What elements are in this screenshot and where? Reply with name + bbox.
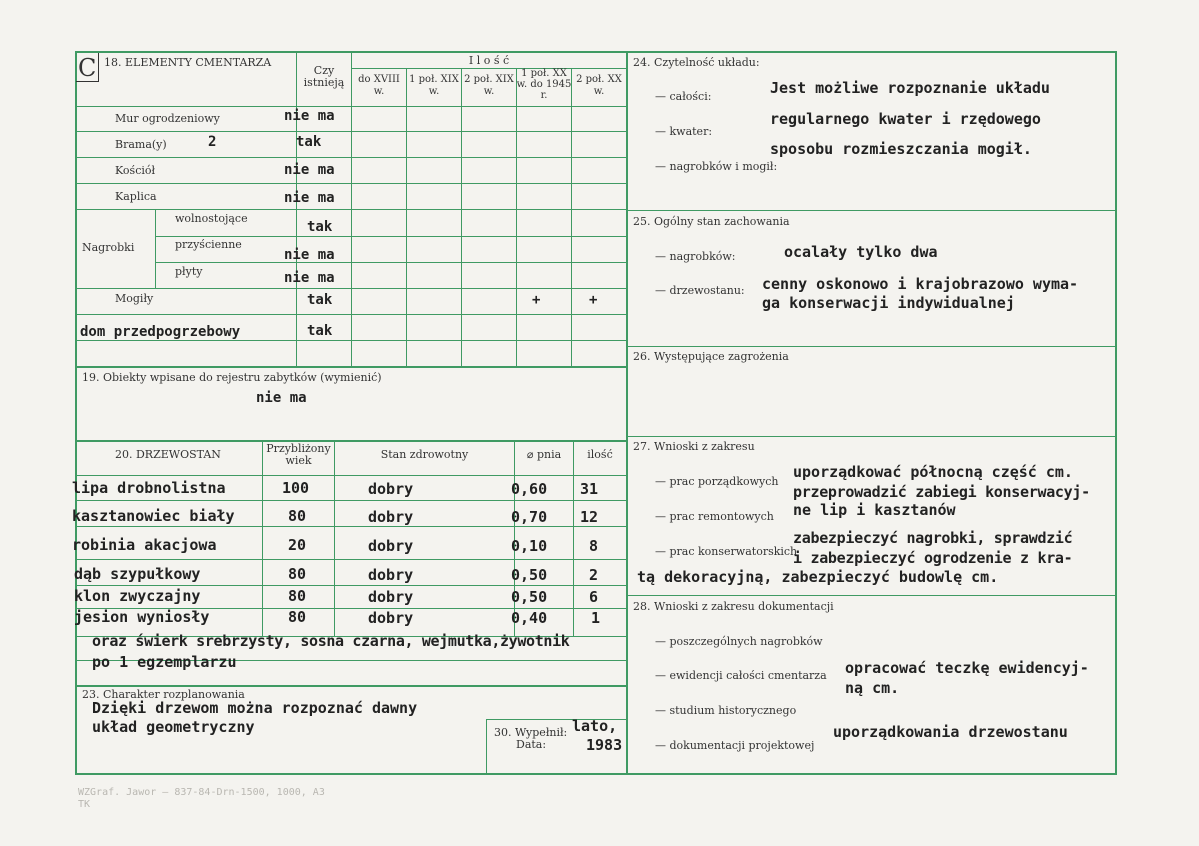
section-19-value: nie ma (256, 390, 307, 406)
dok-projektowej-label: — dokumentacji projektowej (655, 739, 815, 752)
section-27-line-1: uporządkować północną część cm. (793, 463, 1073, 481)
row-exists-mur: nie ma (284, 108, 335, 124)
row-exists-kosciol: nie ma (284, 162, 335, 178)
section-23-title: 23. Charakter rozplanowania (82, 688, 245, 701)
dok-ewidencji-line-2: ną cm. (845, 679, 900, 697)
section-24-line-2: regularnego kwater i rzędowego (770, 110, 1041, 128)
section-27-line-5: i zabezpieczyć ogrodzenie z kra- (793, 549, 1073, 567)
tree-qty: 8 (589, 537, 599, 555)
dok-projektowej-value: uporządkowania drzewostanu (833, 723, 1068, 741)
stan-drzewostanu-line-1: cenny oskonowo i krajobrazowo wyma- (762, 275, 1079, 293)
tree-name: klon zwyczajny (74, 587, 201, 605)
prace-konserwatorskie-label: — prac konserwatorskich (655, 545, 798, 558)
filled-by-label: 30. Wypełnił: (494, 726, 568, 739)
date-value: 1983 (586, 736, 623, 754)
tree-diam: 0,70 (511, 508, 548, 526)
period-header-4: 1 poł. XX w. do 1945 r. (516, 68, 572, 101)
diam-header: ⌀ pnia (526, 448, 562, 461)
row-label-mogily: Mogiły (115, 292, 154, 305)
filled-by-value: lato, (572, 717, 618, 735)
tree-name: kasztanowiec biały (72, 507, 235, 525)
prace-porzadkowe-label: — prac porządkowych (655, 475, 779, 488)
section-18-title: 18. ELEMENTY CMENTARZA (104, 56, 272, 69)
nagrobki-label: Nagrobki (82, 241, 135, 254)
tree-diam: 0,60 (511, 480, 548, 498)
health-header: Stan zdrowotny (380, 448, 469, 461)
printer-footer-line-1: WZGraf. Jawor — 837-84-Drn-1500, 1000, A3 (78, 787, 325, 798)
row-count-brama: 2 (208, 134, 217, 150)
section-27-line-3: ne lip i kasztanów (793, 501, 956, 519)
tree-name: jesion wyniosły (74, 608, 210, 626)
section-19-title: 19. Obiekty wpisane do rejestru zabytków (wymienić) (82, 371, 382, 384)
period-header-2: 1 poł. XIX w. (409, 74, 459, 97)
tree-qty: 12 (580, 508, 599, 526)
tree-age: 80 (288, 507, 307, 525)
dok-studium-label: — studium historycznego (655, 704, 797, 717)
tree-diam: 0,10 (511, 537, 548, 555)
tree-name: dąb szypułkowy (74, 565, 201, 583)
trees-note-line-1: oraz świerk srebrzysty, sosna czarna, wejmutka,żywotnik (92, 632, 570, 650)
tree-age: 20 (288, 536, 307, 554)
ilosc-header: I l o ś ć (468, 54, 510, 67)
row-exists-dom: tak (307, 323, 333, 339)
row-label-mur: Mur ogrodzeniowy (115, 112, 220, 125)
stan-nagrobkow-value: ocalały tylko dwa (784, 243, 938, 261)
section-20-title: 20. DRZEWOSTAN (115, 448, 221, 461)
tree-qty: 1 (591, 609, 601, 627)
tree-health: dobry (368, 537, 414, 555)
section-24-line-3: sposobu rozmieszczania mogił. (770, 140, 1032, 158)
row-mogily-period-5: + (589, 292, 598, 308)
section-23-line-1: Dzięki drzewom można rozpoznać dawny (92, 699, 418, 717)
section-24-title: 24. Czytelność układu: (633, 56, 760, 69)
tree-qty: 2 (589, 566, 599, 584)
tree-health: dobry (368, 609, 414, 627)
row-exists-przyscienne: nie ma (284, 247, 335, 263)
section-letter: C (78, 54, 97, 82)
section-27-line-6: tą dekoracyjną, zabezpieczyć budowlę cm. (637, 568, 999, 586)
tree-age: 80 (288, 565, 307, 583)
section-23-line-2: układ geometryczny (92, 718, 255, 736)
section-24-line-1: Jest możliwe rozpoznanie układu (770, 79, 1050, 97)
section-26-title: 26. Występujące zagrożenia (633, 350, 789, 363)
tree-name: robinia akacjowa (72, 536, 217, 554)
tree-age: 100 (282, 479, 310, 497)
tree-health: dobry (368, 508, 414, 526)
czytelnosc-nagrobkow: — nagrobków i mogił: (655, 160, 778, 173)
section-27-title: 27. Wnioski z zakresu (633, 440, 755, 453)
dok-nagrobkow-label: — poszczególnych nagrobków (655, 635, 823, 648)
printer-footer-line-2: TK (78, 799, 91, 810)
czytelnosc-kwater: — kwater: (655, 125, 713, 138)
dok-ewidencji-label: — ewidencji całości cmentarza (655, 669, 827, 682)
tree-diam: 0,50 (511, 588, 548, 606)
row-label-kosciol: Kościół (115, 164, 156, 177)
section-28-title: 28. Wnioski z zakresu dokumentacji (633, 600, 834, 613)
period-header-5: 2 poł. XX w. (576, 74, 622, 97)
stan-nagrobkow-label: — nagrobków: (655, 250, 736, 263)
row-exists-plyty: nie ma (284, 270, 335, 286)
row-label-przyscienne: przyścienne (175, 238, 242, 251)
section-27-line-2: przeprowadzić zabiegi konserwacyj- (793, 483, 1090, 501)
row-exists-brama: tak (296, 134, 322, 150)
tree-health: dobry (368, 588, 414, 606)
tree-health: dobry (368, 566, 414, 584)
period-header-3: 2 poł. XIX w. (464, 74, 514, 97)
stan-drzewostanu-label: — drzewostanu: (655, 284, 745, 297)
tree-qty: 31 (580, 480, 599, 498)
tree-diam: 0,50 (511, 566, 548, 584)
section-25-title: 25. Ogólny stan zachowania (633, 215, 790, 228)
date-label: Data: (516, 738, 547, 751)
row-exists-mogily: tak (307, 292, 333, 308)
row-exists-wolnostojace: tak (307, 219, 333, 235)
czy-istnieja-header: Czy istnieją (303, 64, 345, 89)
tree-diam: 0,40 (511, 609, 548, 627)
tree-age: 80 (288, 587, 307, 605)
tree-health: dobry (368, 480, 414, 498)
row-label-kaplica: Kaplica (115, 190, 157, 203)
trees-note-line-2: po 1 egzemplarzu (92, 653, 237, 671)
row-label-wolnostojace: wolnostojące (175, 212, 248, 225)
qty-header: ilość (587, 448, 613, 461)
tree-name: lipa drobnolistna (72, 479, 226, 497)
stan-drzewostanu-line-2: ga konserwacji indywidualnej (762, 294, 1015, 312)
tree-qty: 6 (589, 588, 599, 606)
row-exists-kaplica: nie ma (284, 190, 335, 206)
tree-age: 80 (288, 608, 307, 626)
row-label-brama: Brama(y) (115, 138, 167, 151)
row-mogily-period-4: + (532, 292, 541, 308)
prace-remontowe-label: — prac remontowych (655, 510, 774, 523)
dok-ewidencji-line-1: opracować teczkę ewidencyj- (845, 659, 1089, 677)
age-header: Przybliżony wiek (266, 442, 331, 467)
row-label-plyty: płyty (175, 265, 203, 278)
section-27-line-4: zabezpieczyć nagrobki, sprawdzić (793, 529, 1073, 547)
period-header-1: do XVIII w. (358, 74, 400, 97)
row-label-dom: dom przedpogrzebowy (80, 324, 241, 340)
czytelnosc-calosci: — całości: (655, 90, 712, 103)
